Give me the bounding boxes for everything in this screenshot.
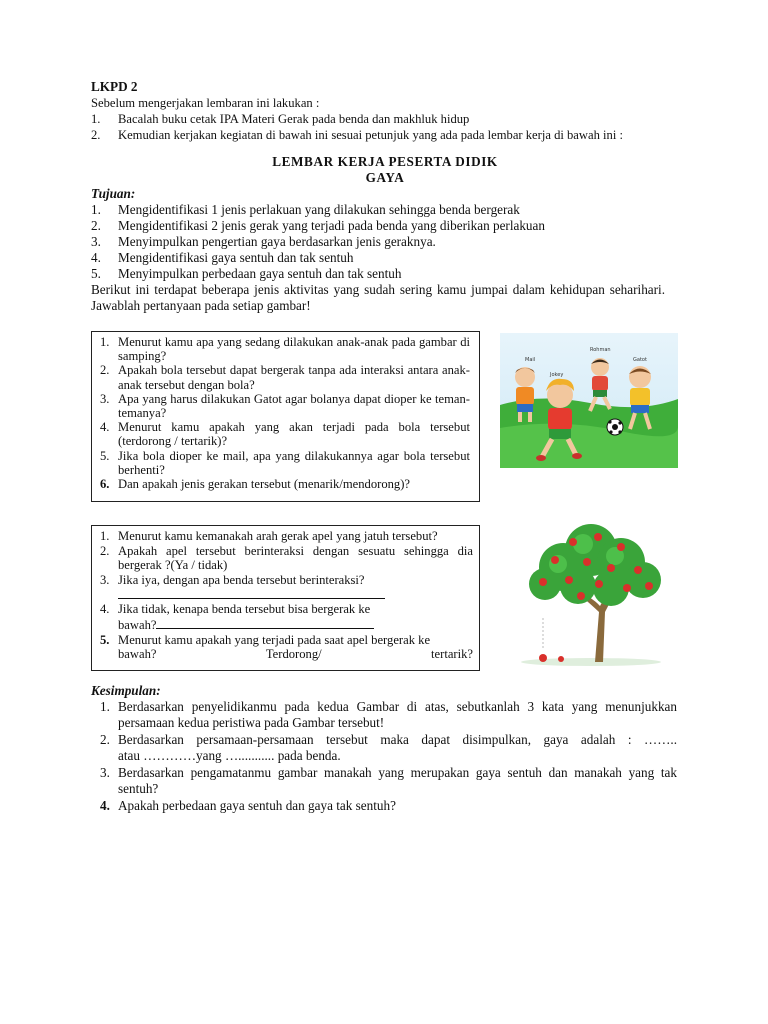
kesimpulan-3-number: 3. <box>100 765 110 780</box>
tujuan-3-number: 3. <box>91 234 101 249</box>
box2-q3-text: Jika iya, dengan apa benda tersebut berinteraksi? <box>118 572 365 587</box>
box2-question-4-cont <box>94 617 473 633</box>
box1-q2-text: Apakah bola tersebut dapat bergerak tanpa ada interaksi antara anak-anak tersebut dengan bola? <box>118 363 470 392</box>
box1-question-2 <box>94 363 470 391</box>
tujuan-2-number: 2. <box>91 218 101 233</box>
tujuan-4-text: Mengidentifikasi gaya sentuh dan tak sentuh <box>118 250 354 265</box>
kesimpulan-4-number: 4. <box>100 798 110 813</box>
tujuan-3-text: Menyimpulkan pengertian gaya berdasarkan jenis geraknya. <box>118 234 436 249</box>
box2-q4-cont-text: bawah? <box>118 617 157 632</box>
box1-q4-number: 4. <box>100 420 110 435</box>
kesimpulan-item-3 <box>91 765 677 797</box>
tujuan-item-5 <box>91 266 401 282</box>
kesimpulan-2-line1: Berdasarkan persamaan-persamaan tersebut maka dapat disimpulkan, gaya adalah : …….. <box>118 732 677 747</box>
box2-q4-text: Jika tidak, kenapa benda tersebut bisa bergerak ke <box>118 602 371 617</box>
box1-question-1 <box>94 335 470 363</box>
box1-q4-text: Menurut kamu apakah yang akan terjadi pada bola tersebut (terdorong / tertarik)? <box>118 420 470 449</box>
fallen-apple <box>539 654 547 662</box>
kesimpulan-4-text: Apakah perbedaan gaya sentuh dan gaya tak sentuh? <box>118 798 396 813</box>
kesimpulan-heading: Kesimpulan: <box>91 683 161 698</box>
label-mail: Mail <box>525 357 536 363</box>
step-1 <box>91 111 469 127</box>
kesimpulan-2-line2: atau …………yang …........... pada benda. <box>118 748 341 763</box>
box1-question-5 <box>94 449 470 477</box>
box2-q1-text: Menurut kamu kemanakah arah gerak apel yang jatuh tersebut? <box>118 529 438 543</box>
box2-q4-number: 4. <box>100 602 110 617</box>
soccer-ball-icon <box>607 419 623 435</box>
soccer-kids-illustration <box>500 333 678 468</box>
box2-question-3 <box>94 573 473 588</box>
box2-question-5-cont <box>94 647 473 662</box>
worksheet-subtitle: GAYA <box>365 170 405 185</box>
step-2-number: 2. <box>91 128 101 142</box>
box2-q2-number: 2. <box>100 543 110 558</box>
question-box-2 <box>91 525 480 671</box>
apple-tree-illustration <box>503 522 678 668</box>
box2-q5-line1: Menurut kamu apakah yang terjadi pada saat apel bergerak ke <box>118 632 431 647</box>
box2-q5-word-terdorong: Terdorong/ <box>265 647 322 662</box>
box2-answer-line-1 <box>94 587 473 601</box>
tujuan-5-text: Menyimpulkan perbedaan gaya sentuh dan tak sentuh <box>118 266 402 281</box>
tujuan-5-number: 5. <box>91 266 101 281</box>
box1-q3-text: Apa yang harus dilakukan Gatot agar bolanya dapat dioper ke teman-temanya? <box>118 391 470 421</box>
kesimpulan-3-text: Berdasarkan pengamatanmu gambar manakah yang merupakan gaya sentuh dan manakah yang tak sentuh? <box>118 765 677 796</box>
answer-line <box>156 617 374 629</box>
tujuan-4-number: 4. <box>91 250 101 265</box>
box2-question-5 <box>94 633 473 648</box>
tujuan-item-2 <box>91 218 545 234</box>
kesimpulan-1-number: 1. <box>100 699 110 714</box>
tujuan-paragraph: Berikut ini terdapat beberapa jenis aktivitas yang sudah sering kamu jumpai dalam kehidupan seharihari. Jawablah pertanyaan pada setiap gambar! <box>91 282 665 313</box>
kesimpulan-1-text: Berdasarkan penyelidikanmu pada kedua Gambar di atas, sebutkanlah 3 kata yang menunjukkan persamaan kedua peristiwa pada Gambar tersebut! <box>118 699 677 730</box>
box2-q1-number: 1. <box>100 529 110 543</box>
box2-question-1 <box>94 529 473 544</box>
box2-question-4 <box>94 602 473 617</box>
tujuan-heading: Tujuan: <box>91 186 136 201</box>
box2-q5-number: 5. <box>100 632 110 647</box>
worksheet-title: LEMBAR KERJA PESERTA DIDIK <box>272 154 498 169</box>
kesimpulan-item-1 <box>91 699 677 731</box>
box1-q5-text: Jika bola dioper ke mail, apa yang dilakukannya agar bola tersebut berhenti? <box>118 448 470 477</box>
tujuan-2-text: Mengidentifikasi 2 jenis gerak yang terjadi pada benda yang diberikan perlakuan <box>118 218 545 233</box>
box1-question-6 <box>94 477 470 491</box>
step-2 <box>91 127 623 143</box>
lkpd-code: LKPD 2 <box>91 79 138 94</box>
tujuan-1-text: Mengidentifikasi 1 jenis perlakuan yang dilakukan sehingga benda bergerak <box>118 202 520 217</box>
tujuan-item-3 <box>91 234 436 250</box>
tujuan-1-number: 1. <box>91 202 101 217</box>
kesimpulan-item-4 <box>91 798 677 814</box>
question-box-1 <box>91 331 480 502</box>
tujuan-item-1 <box>91 202 520 218</box>
intro-text: Sebelum mengerjakan lembaran ini lakukan : <box>91 96 320 110</box>
answer-line <box>118 587 385 599</box>
box1-q5-number: 5. <box>100 448 110 463</box>
box1-q2-number: 2. <box>100 363 110 378</box>
tujuan-item-4 <box>91 250 354 266</box>
label-rohman: Rohman <box>590 347 611 353</box>
label-jokey: Jokey <box>550 372 564 378</box>
box2-q5-word-bawah: bawah? <box>118 647 157 662</box>
box2-q3-number: 3. <box>100 572 110 587</box>
box1-q3-number: 3. <box>100 391 110 406</box>
kesimpulan-item-2 <box>91 732 677 764</box>
kesimpulan-list <box>91 699 677 814</box>
step-1-text: Bacalah buku cetak IPA Materi Gerak pada benda dan makhluk hidup <box>118 112 470 126</box>
box2-q5-word-tertarik: tertarik? <box>431 647 473 662</box>
box1-q6-number: 6. <box>100 477 110 492</box>
box2-question-2 <box>94 544 473 573</box>
label-gatot: Gatot <box>633 357 647 363</box>
box2-q2-text: Apakah apel tersebut berinteraksi dengan sesuatu sehingga dia bergerak ?(Ya / tidak) <box>118 543 473 573</box>
box1-q1-text: Menurut kamu apa yang sedang dilakukan anak-anak pada gambar di samping? <box>118 335 470 364</box>
kesimpulan-2-number: 2. <box>100 732 110 747</box>
step-2-text: Kemudian kerjakan kegiatan di bawah ini sesuai petunjuk yang ada pada lembar kerja di bawah ini : <box>118 128 623 142</box>
box1-q1-number: 1. <box>100 335 110 349</box>
step-1-number: 1. <box>91 112 101 126</box>
box1-question-4 <box>94 420 470 448</box>
box1-q6-text: Dan apakah jenis gerakan tersebut (menarik/mendorong)? <box>118 477 410 492</box>
box1-question-3 <box>94 392 470 420</box>
